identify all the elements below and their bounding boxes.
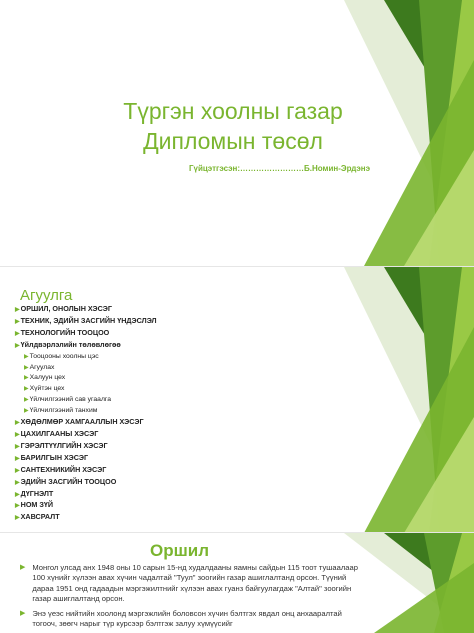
contents-item-label: ГЭРЭЛТҮҮЛГИЙН ХЭСЭГ <box>20 440 108 450</box>
paragraph-text: Монгол улсад анх 1948 оны 10 сарын 15-нд худалдааны яамны сайдын 115 тоот тушаалаар 100 хүнийг хүлээн авах хүчин чадалтай "Туул" зоогийн газар ашиглалтанд орсон. Түүний дараа 1951 онд гадаадын мэргэжилтнийг хүлээн авах гуанз байгуулагдаж "Алтай" зоогийн газар ашиглалтанд орсон. <box>32 563 358 604</box>
arrow-bullet-icon: ▶ <box>15 491 20 498</box>
green-triangles-decoration <box>344 533 474 633</box>
contents-item <box>15 328 335 340</box>
contents-item <box>15 406 335 417</box>
contents-item <box>15 304 335 316</box>
contents-item <box>15 384 335 395</box>
contents-item-label: ТЕХНИК, ЭДИЙН ЗАСГИЙН ҮНДЭСЛЭЛ <box>20 315 157 325</box>
contents-item-label: Үйлчилгээний сав угаалга <box>29 396 112 404</box>
contents-list <box>15 304 335 524</box>
contents-item-label: САНТЕХНИКИЙН ХЭСЭГ <box>20 464 107 474</box>
contents-item-label: Халуун цех <box>29 374 66 382</box>
contents-item <box>15 352 335 363</box>
arrow-bullet-icon: ▶ <box>15 318 20 325</box>
arrow-bullet-icon: ▶ <box>24 353 29 360</box>
contents-item <box>15 340 335 352</box>
contents-item <box>15 417 335 429</box>
arrow-bullet-icon: ▶ <box>15 479 20 486</box>
contents-item-label: ДҮГНЭЛТ <box>20 488 54 498</box>
arrow-bullet-icon: ▶ <box>20 564 26 571</box>
author-subtitle: Гүйцэтгэсэн:……………………Б.Номин-Эрдэнэ <box>188 164 370 173</box>
arrow-bullet-icon: ▶ <box>24 408 29 415</box>
introduction-paragraph <box>20 563 360 605</box>
contents-item <box>15 373 335 384</box>
arrow-bullet-icon: ▶ <box>15 443 20 450</box>
contents-item <box>15 512 335 524</box>
contents-item-label: Тооцооны хоолны цэс <box>29 352 99 360</box>
arrow-bullet-icon: ▶ <box>20 609 26 617</box>
green-triangles-decoration <box>344 267 474 533</box>
slide-title-heading <box>88 96 378 156</box>
contents-item-label: Үйлчилгээний танхим <box>29 407 98 415</box>
contents-item-label: Агуулах <box>29 363 55 371</box>
contents-item <box>15 453 335 465</box>
paragraph-text: Энэ үеэс нийтийн хоолонд мэргэжлийн боловсон хүчин бэлтгэх явдал онц анхааралтай тогооч, зөөгч нарыг түр курсээр бэлтгэж залуу хүмүүсийг <box>32 608 342 629</box>
arrow-bullet-icon: ▶ <box>15 467 20 474</box>
title-line-1: Түргэн хоолны газар <box>123 98 343 124</box>
arrow-bullet-icon: ▶ <box>15 515 20 522</box>
contents-item <box>15 489 335 501</box>
slide-contents[interactable] <box>0 266 474 533</box>
contents-item-label: ЭДИЙН ЗАСГИЙН ТООЦОО <box>20 476 117 486</box>
contents-item-label: ОРШИЛ, ОНОЛЫН ХЭСЭГ <box>20 304 112 313</box>
arrow-bullet-icon: ▶ <box>15 307 20 313</box>
contents-item-label: Хүйтэн цех <box>29 385 65 393</box>
slide-introduction[interactable] <box>0 532 474 633</box>
introduction-paragraph <box>20 609 360 630</box>
contents-item <box>15 363 335 374</box>
contents-item-label: ХӨДӨЛМӨР ХАМГААЛЛЫН ХЭСЭГ <box>20 417 144 427</box>
contents-item <box>15 316 335 328</box>
arrow-bullet-icon: ▶ <box>15 503 20 510</box>
contents-item-label: ЦАХИЛГААНЫ ХЭСЭГ <box>20 428 99 438</box>
arrow-bullet-icon: ▶ <box>24 364 29 371</box>
introduction-body <box>20 563 360 633</box>
arrow-bullet-icon: ▶ <box>15 342 20 349</box>
contents-item-label: ХАВСРАЛТ <box>20 512 60 522</box>
contents-item <box>15 441 335 453</box>
title-line-2: Дипломын төсөл <box>143 128 323 154</box>
contents-item <box>15 500 335 512</box>
contents-item-label: БАРИЛГЫН ХЭСЭГ <box>20 452 89 462</box>
contents-item <box>15 465 335 477</box>
contents-item <box>15 395 335 406</box>
contents-item-label: ТЕХНОЛОГИЙН ТООЦОО <box>20 327 110 337</box>
contents-item-label: НОМ ЗҮЙ <box>20 500 54 510</box>
arrow-bullet-icon: ▶ <box>24 397 29 404</box>
arrow-bullet-icon: ▶ <box>15 431 20 438</box>
slide-title[interactable] <box>0 0 474 266</box>
contents-item-label: Үйлдвэрлэлийн төлөвлөгөө <box>20 339 121 349</box>
contents-item <box>15 477 335 489</box>
contents-heading: Агуулга <box>20 287 73 304</box>
introduction-heading: Оршил <box>150 541 210 560</box>
arrow-bullet-icon: ▶ <box>15 455 20 462</box>
arrow-bullet-icon: ▶ <box>15 330 20 337</box>
arrow-bullet-icon: ▶ <box>24 386 29 393</box>
contents-item <box>15 429 335 441</box>
arrow-bullet-icon: ▶ <box>15 420 20 427</box>
arrow-bullet-icon: ▶ <box>24 375 29 382</box>
